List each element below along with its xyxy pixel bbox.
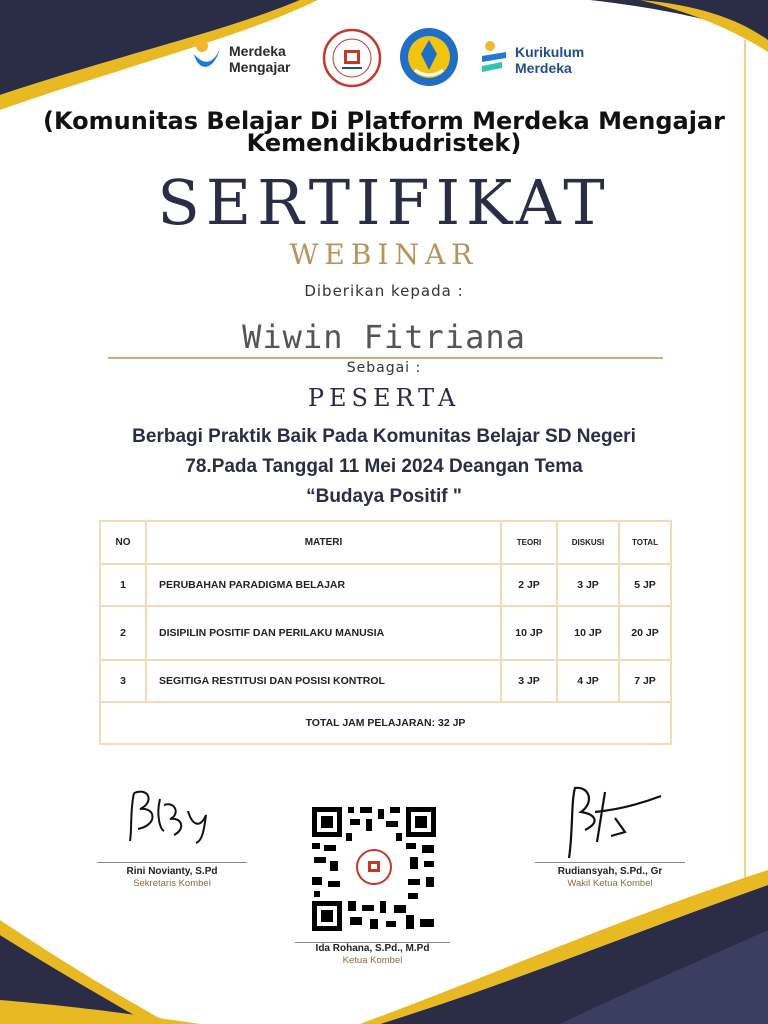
table-row xyxy=(100,606,671,660)
tut-wuri-handayani-logo xyxy=(397,26,461,88)
table-row xyxy=(100,660,671,702)
center-signatory-name: Ida Rohana, S.Pd., M.Pd xyxy=(315,943,430,954)
row-diskusi: 3 JP xyxy=(557,564,619,606)
header-diskusi: DISKUSI xyxy=(557,521,619,564)
row-total: 7 JP xyxy=(619,660,671,702)
header-total: TOTAL xyxy=(619,521,671,564)
row-no: 3 xyxy=(100,660,146,702)
row-teori: 3 JP xyxy=(501,660,557,702)
certificate-title: SERTIFIKAT xyxy=(157,166,611,239)
event-description xyxy=(110,422,658,512)
description-line-3: “Budaya Positif " xyxy=(306,486,462,507)
recipient-underline xyxy=(108,357,663,359)
merdeka-mengajar-logo-text: Merdeka Mengajar xyxy=(229,43,291,75)
center-signatory-title: Ketua Kombel xyxy=(342,955,403,966)
certificate-type: WEBINAR xyxy=(289,238,479,271)
row-teori: 10 JP xyxy=(501,606,557,660)
materials-table xyxy=(99,520,672,745)
as-label: Sebagai : xyxy=(346,360,422,376)
row-diskusi: 4 JP xyxy=(557,660,619,702)
merdeka-mengajar-logo-icon xyxy=(192,38,222,78)
organizer-subtitle xyxy=(0,107,768,157)
right-signatory-title: Wakil Ketua Kombel xyxy=(567,878,653,889)
table-header-row xyxy=(100,521,671,564)
table-total-row xyxy=(100,702,671,744)
given-to-label: Diberikan kepada : xyxy=(304,282,464,300)
row-total: 5 JP xyxy=(619,564,671,606)
row-teori: 2 JP xyxy=(501,564,557,606)
row-materi: DISIPILIN POSITIF DAN PERILAKU MANUSIA xyxy=(146,606,501,660)
left-signature-icon xyxy=(120,785,220,845)
header-materi: MATERI xyxy=(146,521,501,564)
subtitle-line-1: (Komunitas Belajar Di Platform Merdeka Mengajar xyxy=(43,107,725,135)
kurikulum-merdeka-logo-text: Kurikulum Merdeka xyxy=(515,44,585,76)
left-signature-line xyxy=(97,862,247,863)
recipient-name: Wiwin Fitriana xyxy=(242,318,526,356)
row-materi: PERUBAHAN PARADIGMA BELAJAR xyxy=(146,564,501,606)
row-total: 20 JP xyxy=(619,606,671,660)
logo-bar xyxy=(0,26,768,88)
left-signatory-name: Rini Novianty, S.Pd xyxy=(126,866,218,877)
row-no: 1 xyxy=(100,564,146,606)
description-line-2: 78.Pada Tanggal 11 Mei 2024 Deangan Tema xyxy=(185,456,583,477)
row-materi: SEGITIGA RESTITUSI DAN POSISI KONTROL xyxy=(146,660,501,702)
right-signatory-name: Rudiansyah, S.Pd., Gr xyxy=(557,866,663,877)
header-no: NO xyxy=(100,521,146,564)
row-diskusi: 10 JP xyxy=(557,606,619,660)
table-row xyxy=(100,564,671,606)
total-hours: TOTAL JAM PELAJARAN: 32 JP xyxy=(100,702,671,744)
left-signatory-title: Sekretaris Kombel xyxy=(133,878,211,889)
header-teori: TEORI xyxy=(501,521,557,564)
description-line-1: Berbagi Praktik Baik Pada Komunitas Belajar SD Negeri xyxy=(132,426,636,447)
kurikulum-merdeka-logo-icon xyxy=(480,40,510,78)
row-no: 2 xyxy=(100,606,146,660)
school-seal-logo xyxy=(322,28,382,88)
recipient-role: PESERTA xyxy=(307,384,461,412)
subtitle-line-2: Kemendikbudristek) xyxy=(246,129,522,157)
qr-code-icon xyxy=(310,805,438,933)
right-signature-line xyxy=(535,862,685,863)
